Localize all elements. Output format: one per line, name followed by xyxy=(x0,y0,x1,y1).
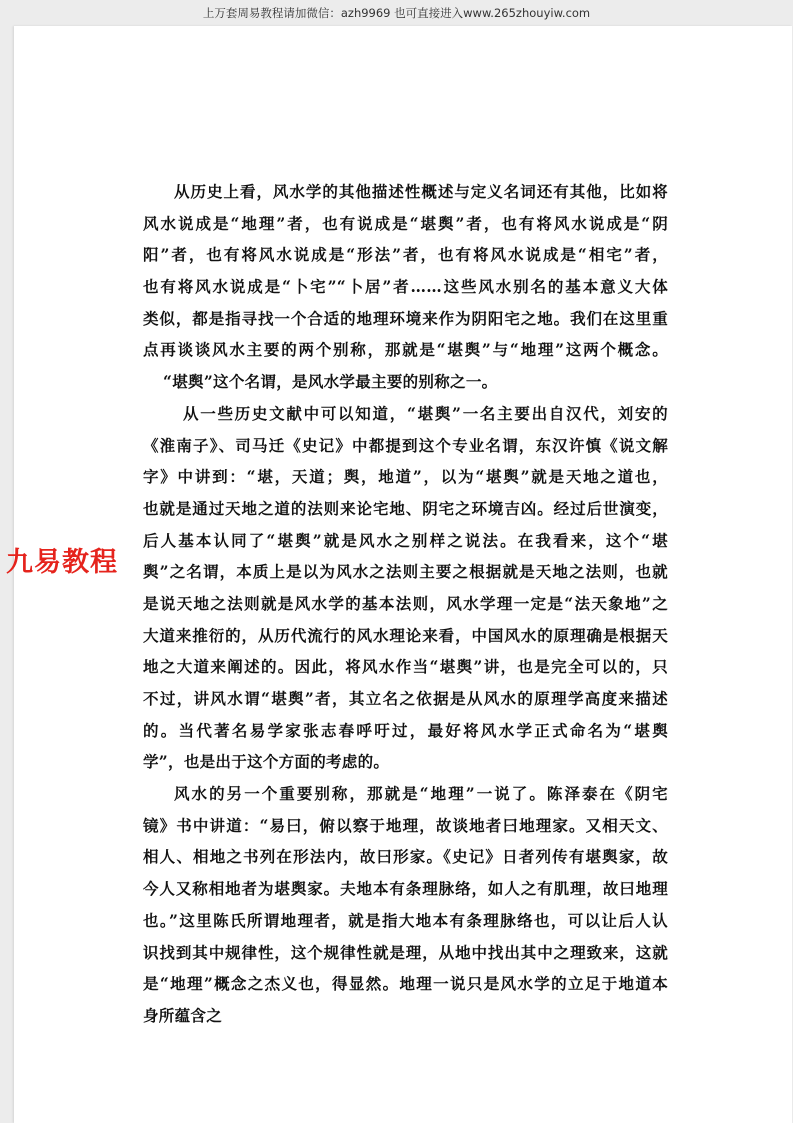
text-line: 字》中讲到：“堪，天道；舆，地道”，以为“堪舆”就是天地之道也， xyxy=(143,467,668,487)
text-line: 从一些历史文献中可以知道，“堪舆”一名主要出自汉代，刘安的 xyxy=(183,403,668,423)
body-text xyxy=(143,176,668,1032)
text-line: 是说天地之法则就是风水学的基本法则，风水学理一定是“法天象地”之 xyxy=(143,593,668,613)
text-line: 后人基本认同了“堪舆”就是风水之别样之说法。在我看来，这个“堪 xyxy=(143,530,668,550)
text-line: 从历史上看，风水学的其他描述性概述与定义名词还有其他，比如将 xyxy=(174,182,668,201)
text-line: 相人、相地之书列在形法内，故曰形家。《史记》日者列传有堪舆家，故 xyxy=(143,847,668,867)
text-line: 《淮南子》、司马迁《史记》中都提到这个专业名谓，东汉许慎《说文解 xyxy=(143,435,668,455)
text-line: 镜》书中讲道：“易曰，俯以察于地理，故谈地者曰地理家。又相天文、 xyxy=(143,815,668,835)
text-line: 舆”之名谓，本质上是以为风水之法则主要之根据就是天地之法则，也就 xyxy=(143,562,668,582)
text-line: 大道来推衍的，从历代流行的风水理论来看，中国风水的原理确是根据天 xyxy=(143,625,668,645)
text-line: 风水说成是“地理”者，也有说成是“堪舆”者，也有将风水说成是“阴 xyxy=(143,213,668,233)
text-line: 阳”者，也有将风水说成是“形法”者，也有将风水说成是“相宅”者， xyxy=(143,245,668,265)
text-line: 不过，讲风水谓“堪舆”者，其立名之依据是从风水的原理学高度来描述 xyxy=(143,689,668,708)
text-line: 也就是通过天地之道的法则来论宅地、阴宅之环境吉凶。经过后世演变， xyxy=(143,498,668,518)
text-line: 类似，都是指寻找一个合适的地理环境来作为阴阳宅之地。我们在这里重 xyxy=(143,308,668,328)
text-line: 地之大道来阐述的。因此，将风水作当“堪舆”讲，也是完全可以的，只 xyxy=(143,657,668,677)
text-line: 的。当代著名易学家张志春呼吁过，最好将风水学正式命名为“堪舆 xyxy=(143,720,668,740)
text-line: 身所蕴含之 xyxy=(143,1005,223,1025)
text-line: 今人又称相地者为堪舆家。夫地本有条理脉络，如人之有肌理，故曰地理 xyxy=(143,879,668,899)
text-line: 识找到其中规律性，这个规律性就是理，从地中找出其中之理致来，这就 xyxy=(143,942,668,962)
text-line: 风水的另一个重要别称，那就是“地理”一说了。陈泽泰在《阴宅 xyxy=(174,784,668,804)
text-line: 是“地理”概念之杰义也，得显然。地理一说只是风水学的立足于地道本 xyxy=(143,974,668,994)
text-line: 学”，也是出于这个方面的考虑的。 xyxy=(143,752,390,772)
page-header: 上万套周易教程请加微信：azh9969 也可直接进入www.265zhouyiw.com xyxy=(202,6,591,20)
text-line: “堪舆”这个名谓，是风水学最主要的别称之一。 xyxy=(163,372,498,392)
text-line: 点再谈谈风水主要的两个别称，那就是“堪舆”与“地理”这两个概念。 xyxy=(143,340,668,360)
text-line: 也。”这里陈氏所谓地理者，就是指大地本有条理脉络也，可以让后人认 xyxy=(143,910,668,930)
watermark-logo: 九易教程 xyxy=(6,547,118,578)
text-line: 也有将风水说成是“卜宅”“卜居”者……这些风水别名的基本意义大体 xyxy=(143,277,668,297)
